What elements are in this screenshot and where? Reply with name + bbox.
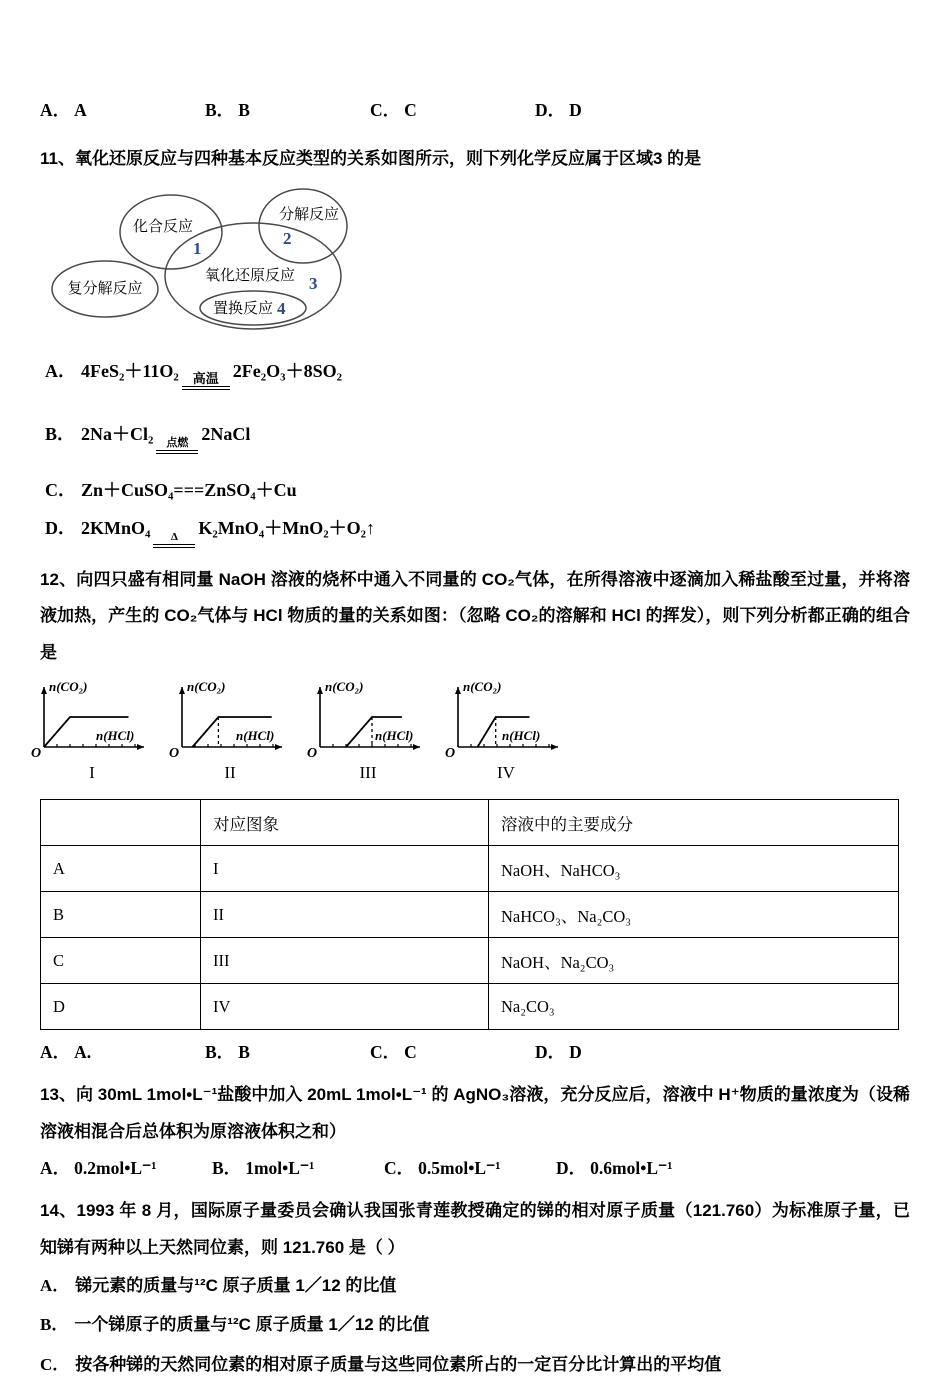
option-c[interactable]: C． C: [370, 1042, 417, 1063]
graph-IV: [442, 677, 570, 783]
x-axis-label: n(HCl): [502, 728, 541, 744]
option-a[interactable]: A． 0.2mol•L⁻¹: [40, 1158, 157, 1179]
q12-table: [40, 799, 899, 1030]
venn-label-decomposition: 分解反应: [278, 206, 340, 223]
option-d[interactable]: D． D: [535, 100, 582, 120]
reaction-condition: 高温: [182, 372, 230, 390]
graph-caption: I: [89, 763, 95, 783]
x-axis-label: n(HCl): [96, 728, 135, 744]
q11-choice-b[interactable]: B． 2Na＋Cl₂ 点燃 2NaCl: [45, 420, 910, 454]
question-13-statement: 13、向 30mL 1mol•L⁻¹盐酸中加入 20mL 1mol•L⁻¹ 的 AgNO₃溶液，充分反应后，溶液中 H⁺物质的量浓度为（设稀溶液相混合后总体积为原溶液体积之和）: [40, 1085, 910, 1141]
table-row[interactable]: B II NaHCO₃、Na₂CO₃: [41, 892, 899, 938]
reaction-condition: Δ: [153, 532, 195, 548]
question-12-statement: 12、向四只盛有相同量 NaOH 溶液的烧杯中通入不同量的 CO₂气体，在所得溶液中逐滴加入稀盐酸至过量，并将溶液加热，产生的 CO₂气体与 HCl 物质的量的关系如图：（忽略 CO₂的溶解和 HCl 的挥发），则下列分析都正确的组合是: [40, 569, 910, 662]
x-axis-label: n(HCl): [375, 728, 414, 744]
q14-option-b[interactable]: B． 一个锑原子的质量与¹²C 原子质量 1／12 的比值: [40, 1315, 430, 1335]
equation-rhs: K₂MnO₄＋MnO₂＋O₂↑: [198, 517, 375, 538]
origin-label: O: [445, 746, 456, 762]
venn-ellipse-decomposition: [259, 189, 347, 263]
venn-label-metathesis: 复分解反应: [67, 280, 143, 297]
table-row[interactable]: D IV Na₂CO₃: [41, 984, 899, 1030]
option-c[interactable]: C． 0.5mol•L⁻¹: [384, 1158, 501, 1179]
option-d[interactable]: D． 0.6mol•L⁻¹: [556, 1158, 673, 1179]
graph-caption: II: [224, 763, 236, 783]
equation-lhs: 2KMnO₄: [81, 517, 151, 538]
venn-region-4: 4: [277, 298, 286, 318]
option-b[interactable]: B． B: [205, 1042, 250, 1063]
graph-II: [166, 677, 294, 783]
option-c[interactable]: C． C: [370, 100, 417, 120]
q11-choice-d[interactable]: D． 2KMnO₄ Δ K₂MnO₄＋MnO₂＋O₂↑: [45, 514, 910, 548]
venn-region-3: 3: [309, 273, 318, 293]
x-axis-label: n(HCl): [236, 728, 275, 744]
q12-options-row: [40, 1042, 910, 1063]
graph-caption: IV: [497, 763, 515, 783]
header-empty: [41, 800, 201, 846]
header-composition: 溶液中的主要成分: [489, 800, 899, 846]
equation-lhs: 2Na＋Cl₂: [81, 423, 154, 444]
y-axis-label: n(CO₂): [187, 679, 226, 695]
venn-label-combination: 化合反应: [132, 218, 194, 235]
venn-diagram: [45, 188, 910, 343]
option-b[interactable]: B． B: [205, 100, 250, 120]
option-b[interactable]: B． 1mol•L⁻¹: [212, 1158, 315, 1179]
q12-graphs: [28, 677, 910, 783]
graph-caption: III: [359, 763, 377, 783]
q11-choice-a[interactable]: A． 4FeS₂＋11O₂ 高温 2Fe₂O₃＋8SO₂: [45, 357, 910, 390]
origin-label: O: [31, 746, 42, 762]
venn-label-redox: 氧化还原反应: [204, 267, 296, 284]
question-11-statement: 11、氧化还原反应与四种基本反应类型的关系如图所示，则下列化学反应属于区域3 的是: [40, 149, 702, 168]
venn-label-displacement: 置换反应: [212, 300, 274, 317]
equation-rhs: 2Fe₂O₃＋8SO₂: [232, 360, 342, 381]
venn-region-2: 2: [283, 228, 292, 248]
graph-III: [304, 677, 432, 783]
reaction-condition: 点燃: [156, 438, 198, 454]
y-axis-label: n(CO₂): [49, 679, 88, 695]
y-axis-label: n(CO₂): [463, 679, 502, 695]
header-graph: 对应图象: [201, 800, 489, 846]
q10-options-row: [40, 100, 910, 121]
origin-label: O: [169, 746, 180, 762]
q11-choice-c[interactable]: C． Zn＋CuSO₄===ZnSO₄＋Cu: [45, 479, 297, 500]
table-row[interactable]: A I NaOH、NaHCO₃: [41, 846, 899, 892]
question-14-statement: 14、1993 年 8 月，国际原子量委员会确认我国张青莲教授确定的锑的相对原子质量（121.760）为标准原子量，已知锑有两种以上天然同位素，则 121.760 是（ ）: [40, 1201, 910, 1257]
venn-region-1: 1: [193, 238, 202, 258]
question-11-choices: [45, 357, 910, 548]
origin-label: O: [307, 746, 318, 762]
option-d[interactable]: D． D: [535, 1042, 582, 1063]
q14-option-a[interactable]: A． 锑元素的质量与¹²C 原子质量 1／12 的比值: [40, 1276, 397, 1296]
option-a[interactable]: A． A.: [40, 1042, 92, 1063]
q13-options-row: [40, 1158, 910, 1179]
graph-I: [28, 677, 156, 783]
q14-option-c[interactable]: C． 按各种锑的天然同位素的相对原子质量与这些同位素所占的一定百分比计算出的平均值: [40, 1354, 722, 1374]
equation-lhs: 4FeS₂＋11O₂: [81, 360, 179, 381]
table-header-row: [41, 800, 899, 846]
equation-rhs: 2NaCl: [201, 423, 251, 444]
equation-full: Zn＋CuSO₄===ZnSO₄＋Cu: [81, 479, 297, 500]
option-a[interactable]: A． A: [40, 100, 87, 120]
y-axis-label: n(CO₂): [325, 679, 364, 695]
table-row[interactable]: C III NaOH、Na₂CO₃: [41, 938, 899, 984]
